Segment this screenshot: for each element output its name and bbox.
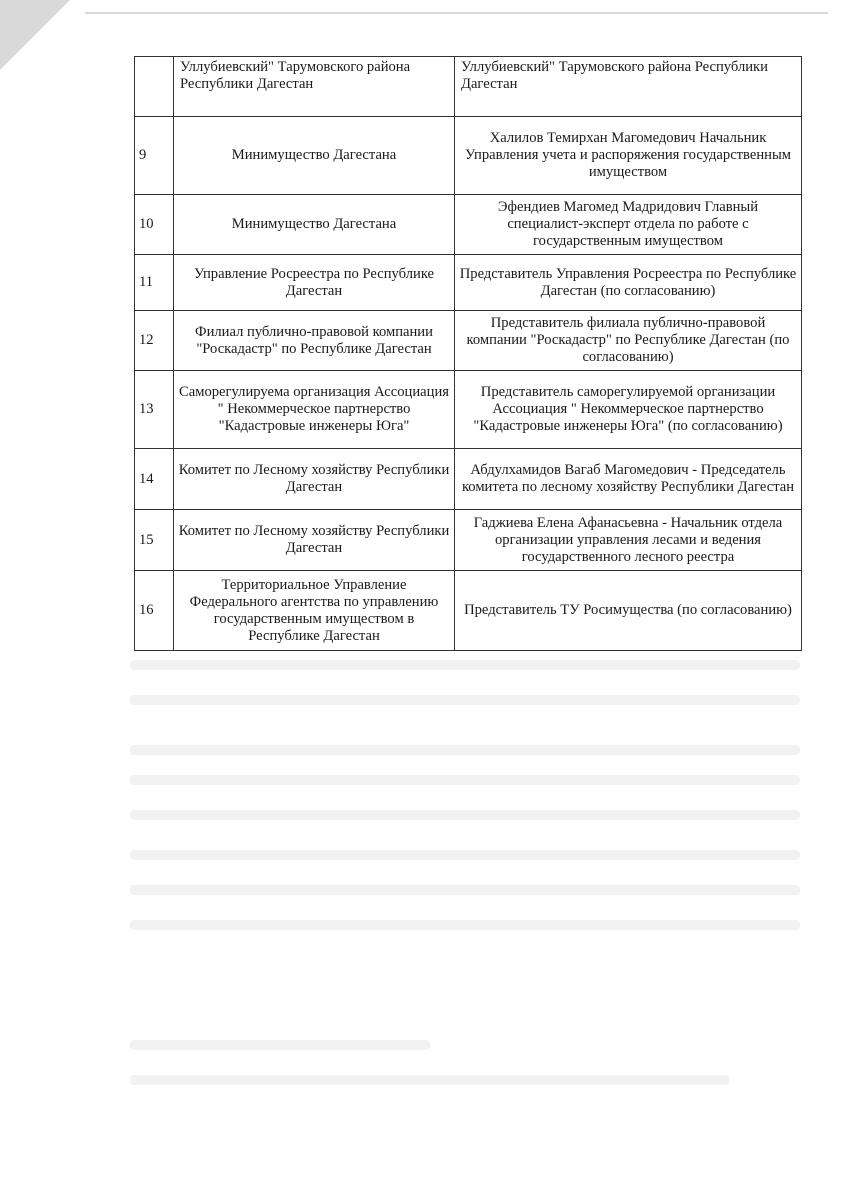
representative-cell: Халилов Темирхан Магомедович Начальник Управления учета и распоряжения государственным имуществом (455, 117, 802, 195)
representative-cell: Представитель ТУ Росимущества (по согласованию) (455, 571, 802, 651)
row-number (135, 57, 174, 117)
bleed-through-line (130, 885, 800, 895)
bleed-through-line (130, 850, 800, 860)
representative-cell: Представитель саморегулируемой организации Ассоциация " Некоммерческое партнерство "Кадастровые инженеры Юга" (по согласованию) (455, 371, 802, 449)
bleed-through-line (130, 660, 800, 670)
bleed-through-line (130, 745, 800, 755)
organization-cell: Комитет по Лесному хозяйству Республики Дагестан (174, 510, 455, 571)
bleed-through-line (130, 810, 800, 820)
representative-cell: Представитель Управления Росреестра по Республике Дагестан (по согласованию) (455, 255, 802, 311)
row-number: 9 (135, 117, 174, 195)
page-corner-fold (0, 0, 70, 70)
table-row (135, 510, 802, 571)
table-row (135, 571, 802, 651)
organization-cell: Саморегулируема организация Ассоциация " Некоммерческое партнерство "Кадастровые инженеры Юга" (174, 371, 455, 449)
representative-cell: Гаджиева Елена Афанасьевна - Начальник отдела организации управления лесами и ведения государственного лесного реестра (455, 510, 802, 571)
row-number: 14 (135, 449, 174, 510)
table-row (135, 255, 802, 311)
representative-cell: Представитель филиала публично-правовой компании "Роскадастр" по Республике Дагестан (по согласованию) (455, 311, 802, 371)
bleed-through-line (130, 1040, 430, 1050)
table-row (135, 195, 802, 255)
representative-cell: Эфендиев Магомед Мадридович Главный специалист-эксперт отдела по работе с государственным имуществом (455, 195, 802, 255)
table-row (135, 371, 802, 449)
table-row (135, 449, 802, 510)
bleed-through-line (130, 695, 800, 705)
organization-cell: Уллубиевский" Тарумовского района Республики Дагестан (174, 57, 455, 117)
row-number: 16 (135, 571, 174, 651)
representative-cell: Уллубиевский" Тарумовского района Республики Дагестан (455, 57, 802, 117)
representative-cell: Абдулхамидов Вагаб Магомедович - Председатель комитета по лесному хозяйству Республики Дагестан (455, 449, 802, 510)
row-number: 10 (135, 195, 174, 255)
bleed-through-line (130, 1075, 730, 1085)
row-number: 13 (135, 371, 174, 449)
commission-members-table (134, 56, 802, 651)
organization-cell: Филиал публично-правовой компании "Роскадастр" по Республике Дагестан (174, 311, 455, 371)
organization-cell: Управление Росреестра по Республике Дагестан (174, 255, 455, 311)
organization-cell: Минимущество Дагестана (174, 117, 455, 195)
table-row (135, 57, 802, 117)
organization-cell: Территориальное Управление Федерального агентства по управлению государственным имуществом в Республике Дагестан (174, 571, 455, 651)
page-top-edge (85, 12, 828, 14)
row-number: 15 (135, 510, 174, 571)
row-number: 12 (135, 311, 174, 371)
organization-cell: Комитет по Лесному хозяйству Республики Дагестан (174, 449, 455, 510)
row-number: 11 (135, 255, 174, 311)
bleed-through-line (130, 920, 800, 930)
table-row (135, 311, 802, 371)
table-row (135, 117, 802, 195)
organization-cell: Минимущество Дагестана (174, 195, 455, 255)
bleed-through-line (130, 775, 800, 785)
